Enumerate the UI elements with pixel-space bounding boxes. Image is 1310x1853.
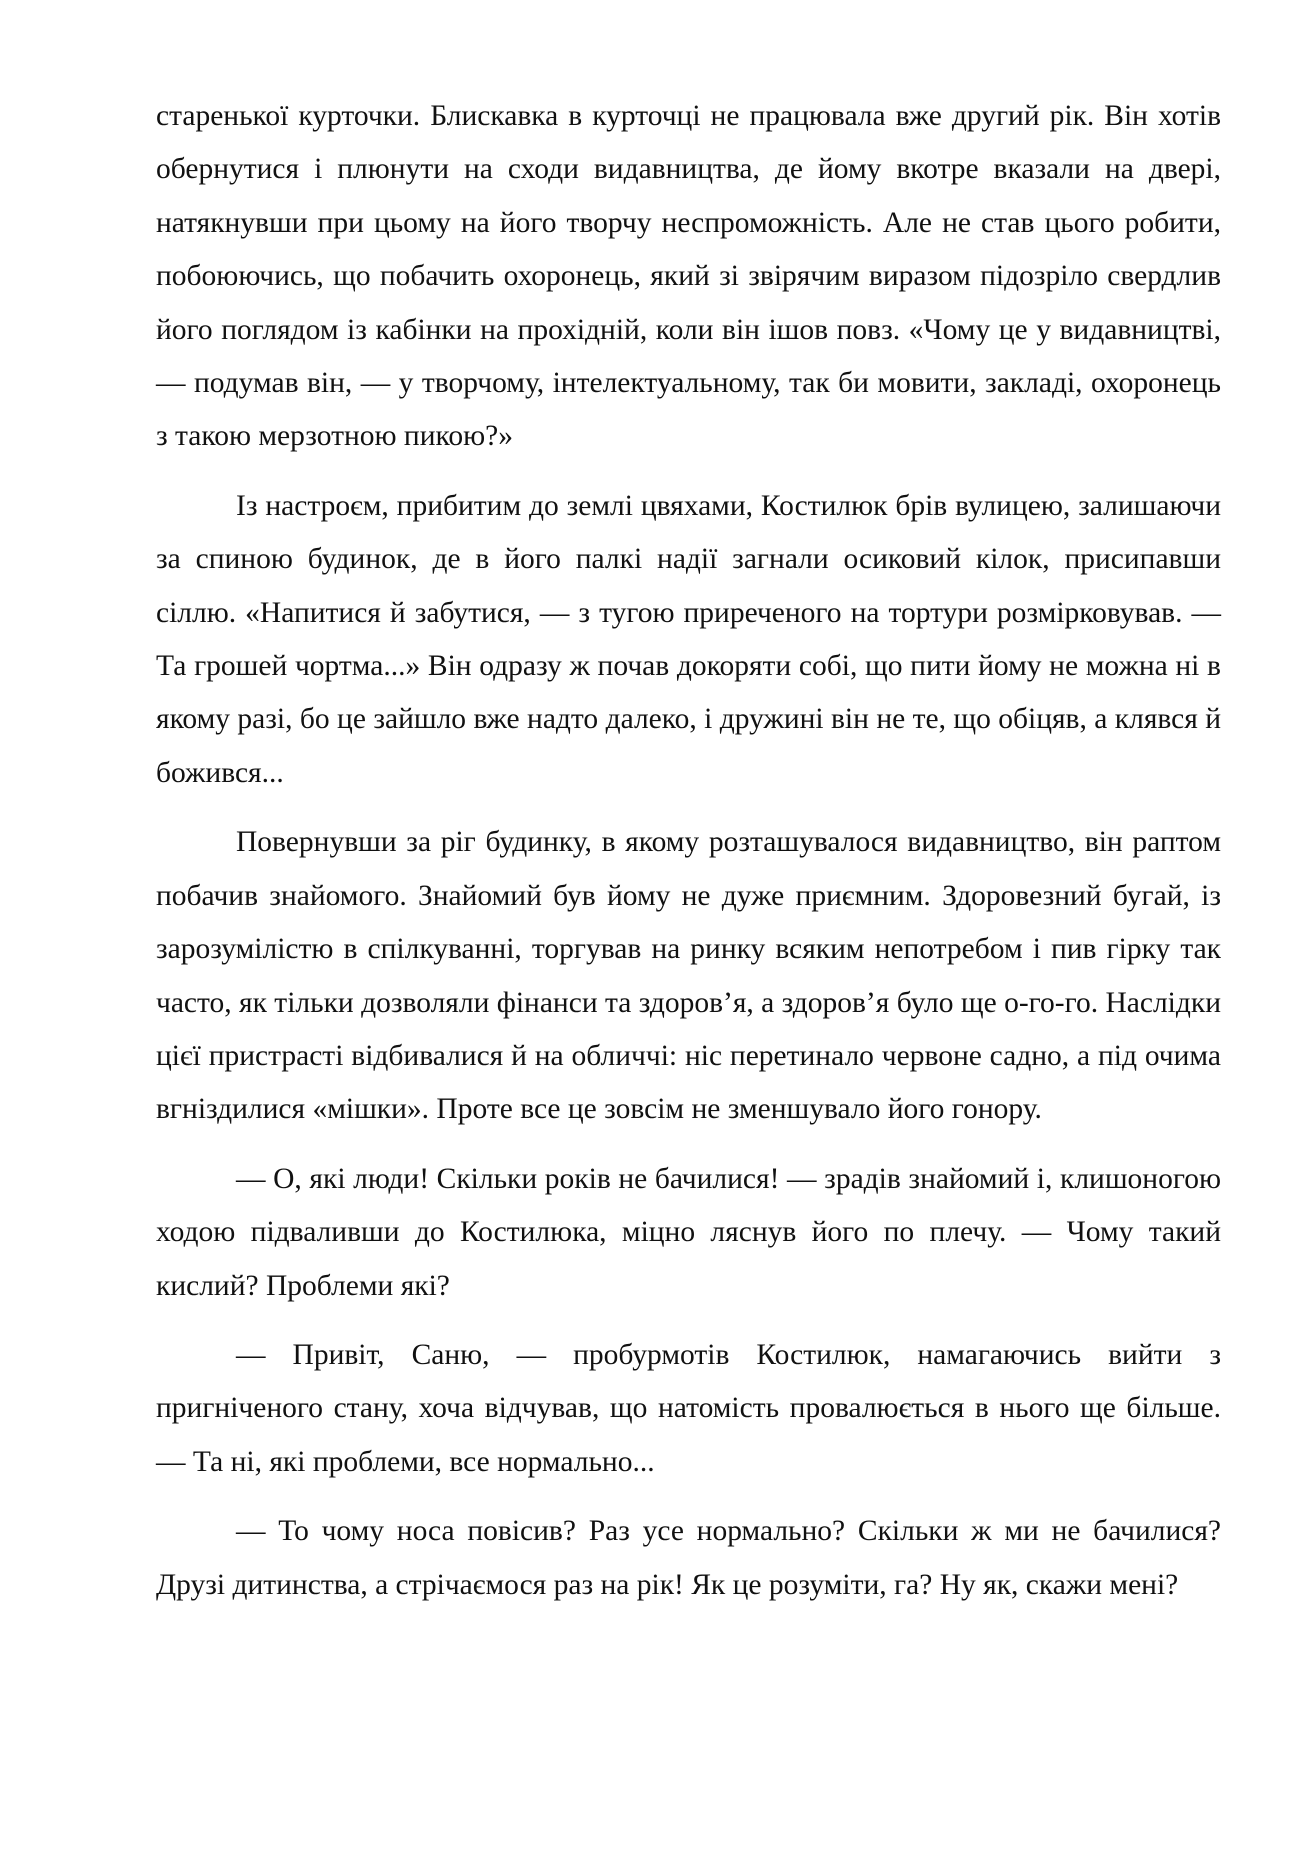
paragraph-3: Повернувши за ріг будинку, в якому розташувалося видавництво, він раптом побачив знайомого. Знайомий був йому не дуже приємним. Здоровезний бугай, із зарозумілістю в спілкуванні, торгував на ринку всяким непотребом і пив гірку так часто, як тільки дозволяли фінанси та здоров’я, а здоров’я було ще о-го-го. Наслідки цієї пристрасті відбивалися й на обличчі: ніс перетинало червоне садно, а під очима вгніздилися «мішки». Проте все це зовсім не зменшувало його гонору.: [156, 826, 1221, 1126]
document-body: [156, 90, 1221, 1628]
paragraph-2: Із настроєм, прибитим до землі цвяхами, Костилюк брів вулицею, залишаючи за спиною будинок, де в його палкі надії загнали осиковий кілок, присипавши сіллю. «Напитися й забутися, — з тугою приреченого на тортури розмірковував. — Та грошей чортма...» Він одразу ж почав докоряти собі, що пити йому не можна ні в якому разі, бо це зайшло вже надто далеко, і дружині він не те, що обіцяв, а клявся й божився...: [156, 489, 1221, 789]
paragraph-5: — Привіт, Саню, — пробурмотів Костилюк, намагаючись вийти з пригніченого стану, хоча відчував, що натомість провалюється в нього ще більше. — Та ні, які проблеми, все нормально...: [156, 1338, 1221, 1478]
paragraph-4: — О, які люди! Скільки років не бачилися! — зрадів знайомий і, клишоногою ходою підваливши до Костилюка, міцно ляснув його по плечу. — Чому такий кислий? Проблеми які?: [156, 1162, 1221, 1302]
paragraph-6: — То чому носа повісив? Раз усе нормально? Скільки ж ми не бачилися? Друзі дитинства, а стрічаємося раз на рік! Як це розуміти, га? Ну як, скажи мені?: [156, 1515, 1221, 1601]
paragraph-1: старенької курточки. Блискавка в курточці не працювала вже другий рік. Він хотів обернутися і плюнути на сходи видавництва, де йому вкотре вказали на двері, натякнувши при цьому на його творчу неспроможність. Але не став цього робити, побоюючись, що побачить охоронець, який зі звірячим виразом підозріло свердлив його поглядом із кабінки на прохідній, коли він ішов повз. «Чому це у видавництві, — подумав він, — у творчому, інтелектуальному, так би мовити, закладі, охоронець з такою мерзотною пикою?»: [156, 100, 1221, 453]
